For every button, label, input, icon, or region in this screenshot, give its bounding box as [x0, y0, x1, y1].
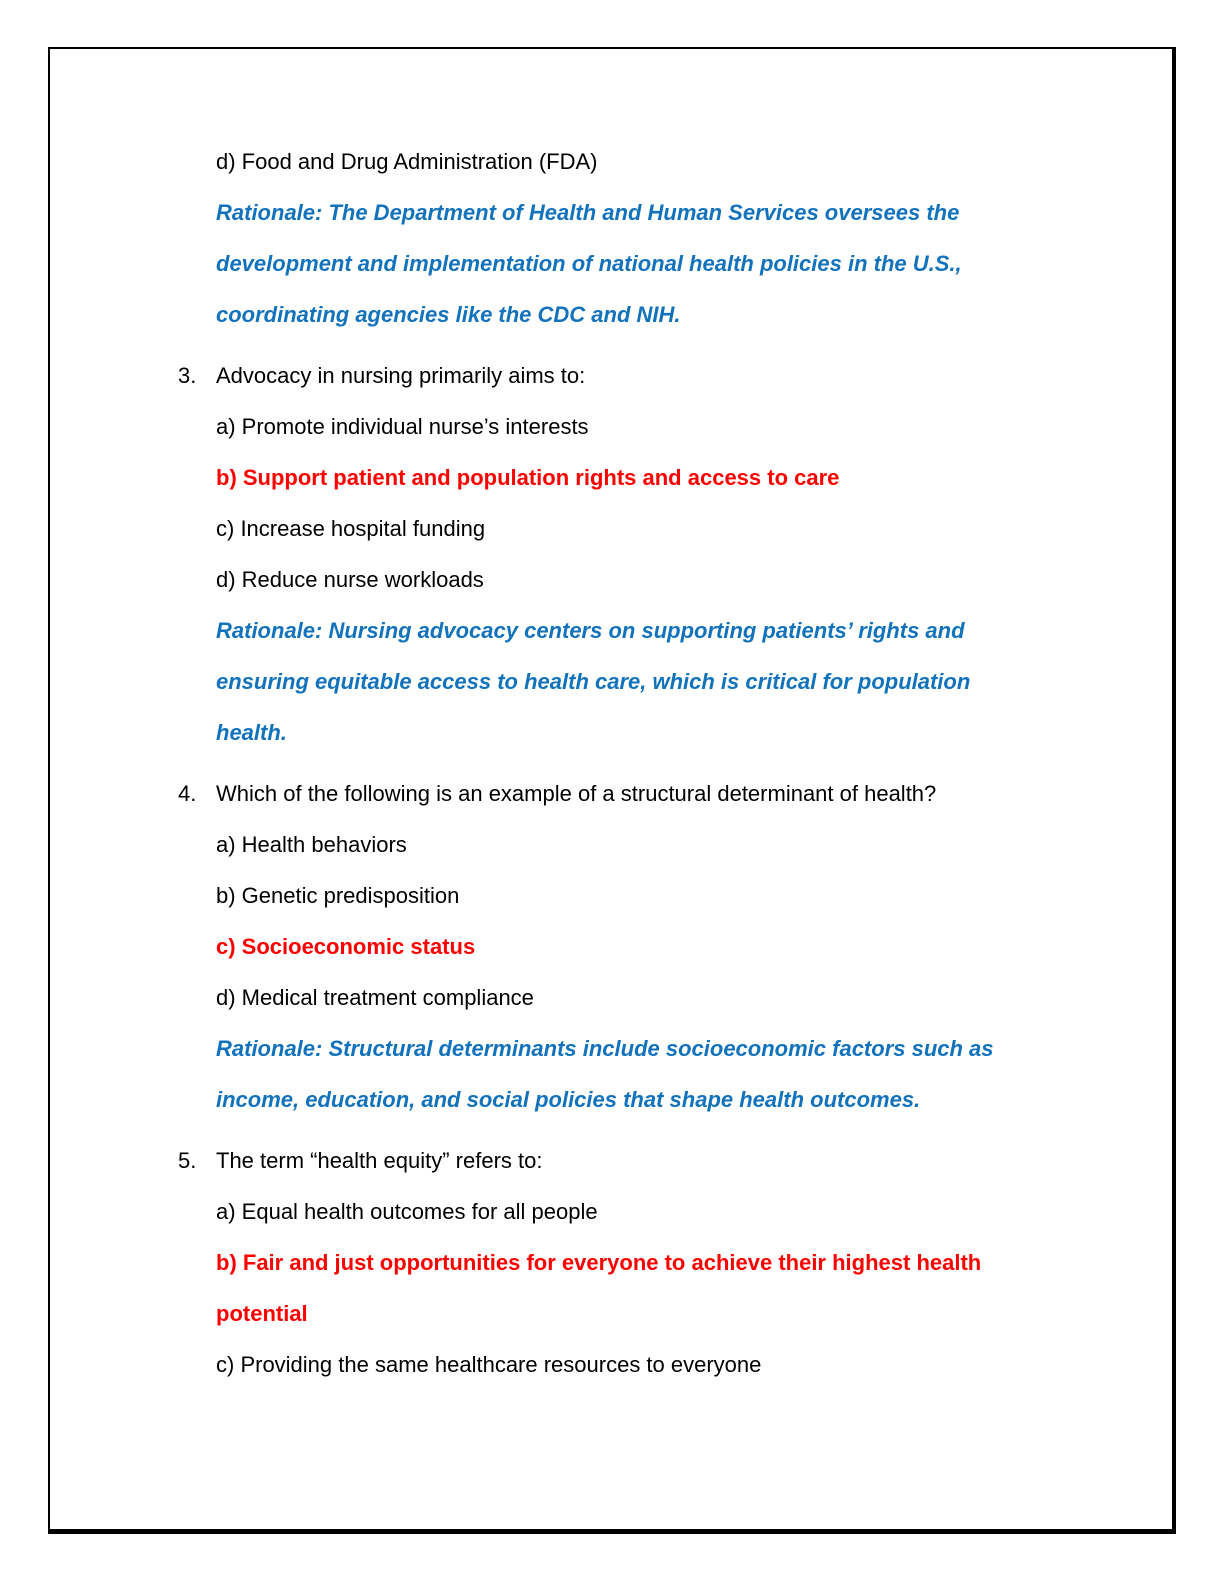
rationale-line: development and implementation of national health policies in the U.S., [216, 251, 962, 276]
answer-option: c) Increase hospital funding [216, 516, 486, 541]
rationale-line: Rationale: Nursing advocacy centers on supporting patients’ rights and [216, 618, 965, 643]
rationale-line: ensuring equitable access to health care, which is critical for population [216, 669, 971, 694]
answer-option-correct: potential [216, 1301, 308, 1326]
rationale-line: health. [216, 720, 287, 745]
rationale-line: Rationale: Structural determinants include socioeconomic factors such as [216, 1036, 994, 1061]
question-text: The term “health equity” refers to: [216, 1148, 543, 1173]
document-page-border [48, 47, 1176, 1534]
answer-option: c) Providing the same healthcare resources to everyone [216, 1352, 762, 1377]
question-number: 3. [178, 363, 197, 388]
answer-option: a) Promote individual nurse’s interests [216, 414, 589, 439]
document-content [178, 136, 1132, 1390]
rationale-line: Rationale: The Department of Health and Human Services oversees the [216, 200, 960, 225]
answer-option: d) Food and Drug Administration (FDA) [216, 149, 598, 174]
question-number: 5. [178, 1148, 197, 1173]
question-heading [178, 1135, 1132, 1186]
answer-option-correct: c) Socioeconomic status [216, 934, 476, 959]
answer-option: a) Health behaviors [216, 832, 407, 857]
question-text: Advocacy in nursing primarily aims to: [216, 363, 586, 388]
question-heading [178, 768, 1132, 819]
answer-option: b) Genetic predisposition [216, 883, 460, 908]
answer-option: d) Reduce nurse workloads [216, 567, 484, 592]
question-text: Which of the following is an example of a structural determinant of health? [216, 781, 937, 806]
question-number: 4. [178, 781, 197, 806]
answer-option: a) Equal health outcomes for all people [216, 1199, 598, 1224]
answer-option-correct: b) Support patient and population rights and access to care [216, 465, 840, 490]
answer-option-correct: b) Fair and just opportunities for everyone to achieve their highest health [216, 1250, 982, 1275]
question-heading [178, 350, 1132, 401]
rationale-line: income, education, and social policies that shape health outcomes. [216, 1087, 921, 1112]
answer-option: d) Medical treatment compliance [216, 985, 534, 1010]
rationale-line: coordinating agencies like the CDC and NIH. [216, 302, 681, 327]
